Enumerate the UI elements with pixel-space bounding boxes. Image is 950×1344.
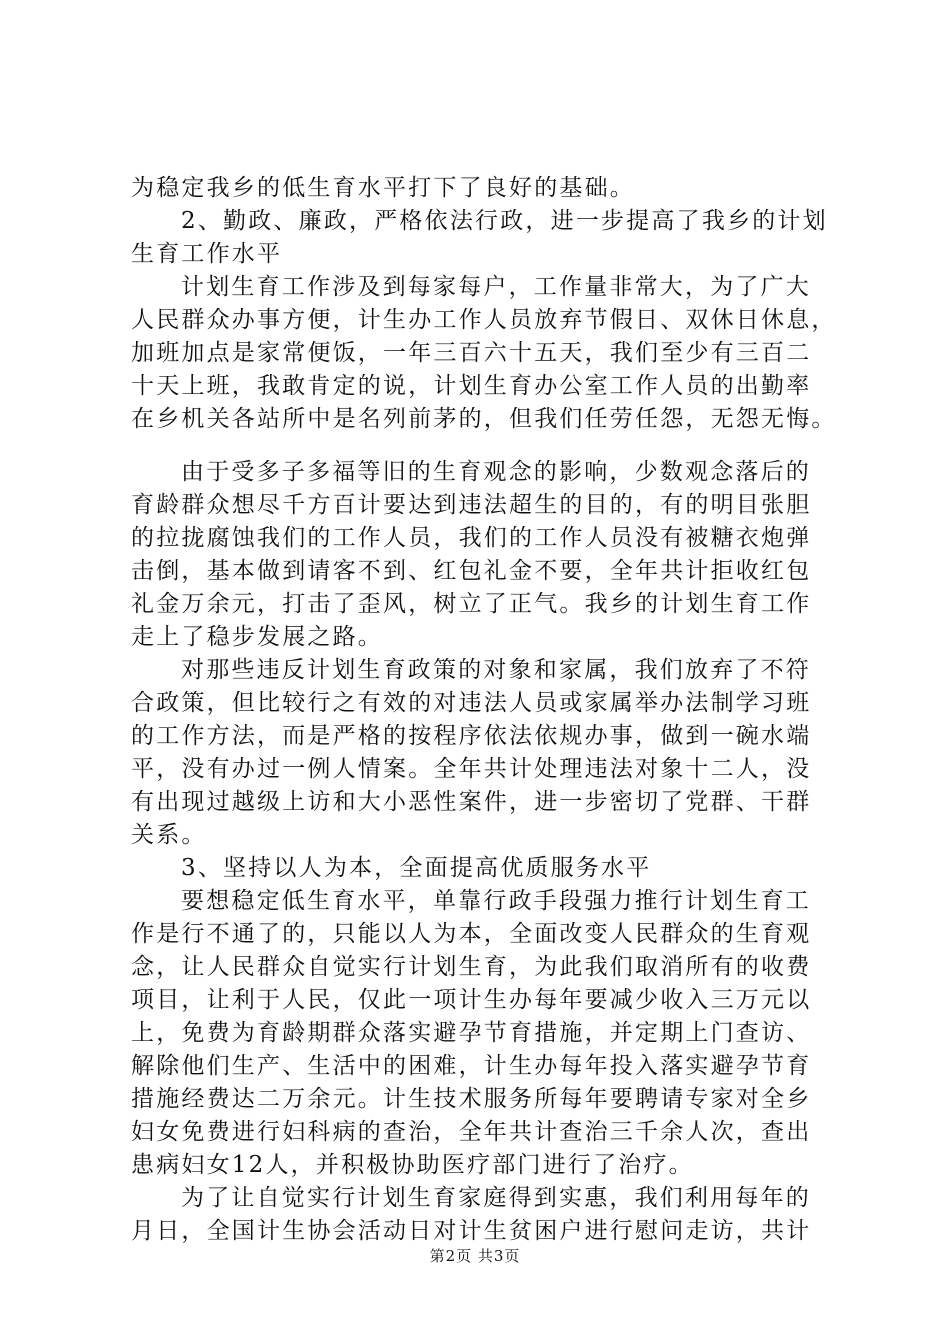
text-line: 关系。 [131, 822, 207, 848]
paragraph-start: 由于受多子多福等旧的生育观念的影响，少数观念落后的 [181, 459, 811, 485]
text-line: 措施经费达二万余元。计生技术服务所每年要聘请专家对全乡 [131, 1086, 812, 1112]
text-line: 作是行不通了的，只能以人为本，全面改变人民群众的生育观 [131, 921, 812, 947]
text-line: 解除他们生产、生活中的困难，计生办每年投入落实避孕节育 [131, 1053, 812, 1079]
paragraph-gap [131, 436, 836, 456]
text-line: 上，免费为育龄期群众落实避孕节育措施，并定期上门查访、 [131, 1020, 812, 1046]
text-line: 念，让人民群众自觉实行计划生育，为此我们取消所有的收费 [131, 954, 812, 980]
text-line: 走上了稳步发展之路。 [131, 624, 383, 650]
document-body [131, 172, 836, 1248]
text-line: 人民群众办事方便，计生办工作人员放弃节假日、双休日休息， [131, 307, 837, 333]
paragraph-start: 对那些违反计划生育政策的对象和家属，我们放弃了不符 [181, 657, 811, 683]
text-line: 月日，全国计生协会活动日对计生贫困户进行慰问走访，共计 [131, 1218, 812, 1244]
text-line: 的拉拢腐蚀我们的工作人员，我们的工作人员没有被糖衣炮弹 [131, 525, 812, 551]
section-heading: 3、坚持以人为本，全面提高优质服务水平 [181, 855, 652, 881]
text-line: 患病妇女12人，并积极协助医疗部门进行了治疗。 [131, 1152, 694, 1178]
text-line: 妇女免费进行妇科病的查治，全年共计查治三千余人次，查出 [131, 1119, 812, 1145]
section-heading: 2、勤政、廉政，严格依法行政，进一步提高了我乡的计划 [181, 208, 828, 234]
paragraph-start: 计划生育工作涉及到每家每户，工作量非常大，为了广大 [181, 274, 811, 300]
paragraph-start: 为了让自觉实行计划生育家庭得到实惠，我们利用每年的 [181, 1185, 811, 1211]
text-line: 击倒，基本做到请客不到、红包礼金不要，全年共计拒收红包 [131, 558, 812, 584]
text-line: 加班加点是家常便饭，一年三百六十五天，我们至少有三百二 [131, 340, 812, 366]
text-line: 在乡机关各站所中是名列前茅的，但我们任劳任怨，无怨无悔。 [131, 406, 837, 432]
text-line: 育龄群众想尽千方百计要达到违法超生的目的，有的明目张胆 [131, 492, 812, 518]
text-line: 有出现过越级上访和大小恶性案件，进一步密切了党群、干群 [131, 789, 812, 815]
paragraph-start: 要想稳定低生育水平，单靠行政手段强力推行计划生育工 [181, 888, 811, 914]
text-line: 的工作方法，而是严格的按程序依法依规办事，做到一碗水端 [131, 723, 812, 749]
text-line: 项目，让利于人民，仅此一项计生办每年要减少收入三万元以 [131, 987, 812, 1013]
text-line: 礼金万余元，打击了歪风，树立了正气。我乡的计划生育工作 [131, 591, 812, 617]
page-footer: 第2页 共3页 [429, 1247, 521, 1265]
text-line: 为稳定我乡的低生育水平打下了良好的基础。 [131, 175, 635, 201]
text-line: 十天上班，我敢肯定的说，计划生育办公室工作人员的出勤率 [131, 373, 812, 399]
text-line: 平，没有办过一例人情案。全年共计处理违法对象十二人，没 [131, 756, 812, 782]
section-heading-cont: 生育工作水平 [131, 241, 283, 267]
text-line: 合政策，但比较行之有效的对违法人员或家属举办法制学习班 [131, 690, 812, 716]
